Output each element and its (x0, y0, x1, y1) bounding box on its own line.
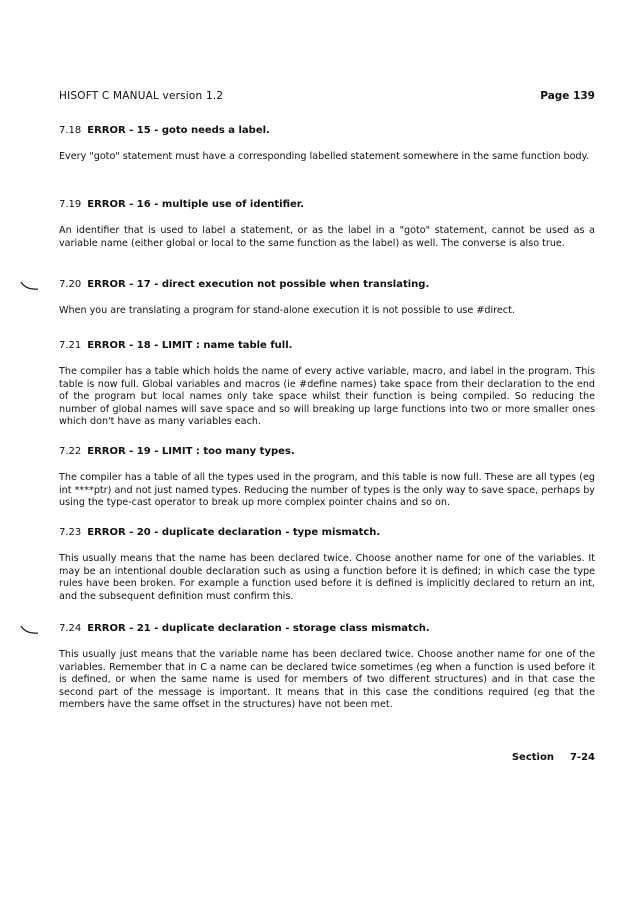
section-number: 7.19 (59, 199, 82, 210)
section-title: ERROR - 15 - goto needs a label. (87, 125, 270, 136)
section-number: 7.22 (59, 446, 82, 457)
section-heading (59, 198, 595, 212)
margin-tick-mark (20, 624, 40, 636)
section-heading (59, 339, 595, 353)
section-title: ERROR - 20 - duplicate declaration - type mismatch. (87, 527, 381, 538)
section-7-24 (59, 622, 595, 712)
page-footer (512, 752, 595, 763)
section-number: 7.23 (59, 527, 82, 538)
section-body: An identifier that is used to label a statement, or as the label in a "goto" statement, cannot be used as a variable name (either global or local to the same function as the label) as well. The converse is also true. (59, 225, 595, 249)
section-7-18 (59, 124, 595, 164)
section-body: When you are translating a program for stand-alone execution it is not possible to use #direct. (59, 305, 515, 316)
manual-title: HISOFT C MANUAL version 1.2 (59, 90, 224, 102)
section-heading (59, 622, 595, 636)
section-heading (59, 445, 595, 459)
section-title: ERROR - 19 - LIMIT : too many types. (87, 446, 295, 457)
section-title: ERROR - 18 - LIMIT : name table full. (87, 340, 293, 351)
section-heading (59, 526, 595, 540)
section-heading (59, 124, 595, 138)
section-number: 7.21 (59, 340, 82, 351)
section-7-21 (59, 339, 595, 429)
page-number: Page 139 (540, 90, 595, 102)
section-body: Every "goto" statement must have a corresponding labelled statement somewhere in the same function body. (59, 151, 589, 162)
section-body: The compiler has a table of all the types used in the program, and this table is now full. These are all types (eg int ****ptr) and not just named types. Reducing the number of types is the only way to save space, perhaps by using the type-cast operator to break up more complex pointer chains and so on. (59, 472, 595, 509)
section-7-22 (59, 445, 595, 510)
section-body: This usually means that the name has been declared twice. Choose another name for one of the variables. It may be an intentional double declaration such as using a function before it is defined; in which case the type rules have been broken. For example a function used before it is defined is implicitly declared to return an int, and the subsequent definition must confirm this. (59, 553, 595, 602)
section-number: 7.20 (59, 279, 82, 290)
section-title: ERROR - 16 - multiple use of identifier. (87, 199, 305, 210)
section-7-20 (59, 278, 595, 318)
footer-section-number: 7-24 (569, 752, 595, 763)
section-7-23 (59, 526, 595, 603)
section-number: 7.18 (59, 125, 82, 136)
section-title: ERROR - 17 - direct execution not possible when translating. (87, 279, 430, 290)
section-heading (59, 278, 595, 292)
section-number: 7.24 (59, 623, 82, 634)
section-body: The compiler has a table which holds the name of every active variable, macro, and label in the program. This table is now full. Global variables and macros (ie #define names) take space from their declaration to the end of the program but local names only take space whilst their function is being compiled. So reducing the number of global names will save space and so will breaking up large functions into two or more smaller ones which don't have as many variables each. (59, 366, 595, 428)
page-header (59, 90, 595, 106)
section-title: ERROR - 21 - duplicate declaration - storage class mismatch. (87, 623, 430, 634)
margin-tick-mark (20, 280, 40, 292)
section-7-19 (59, 198, 595, 250)
footer-section-label: Section (511, 752, 554, 763)
section-body: This usually just means that the variable name has been declared twice. Choose another name for one of the variables. Remember that in C a name can be declared twice sometimes (eg when a function is used before it is defined, or when the same name is used for members of two different structures) and in that case the second part of the message is important. It means that in this case the conditions required (eg that the members have the same offset in the structures) have not been met. (59, 649, 595, 711)
